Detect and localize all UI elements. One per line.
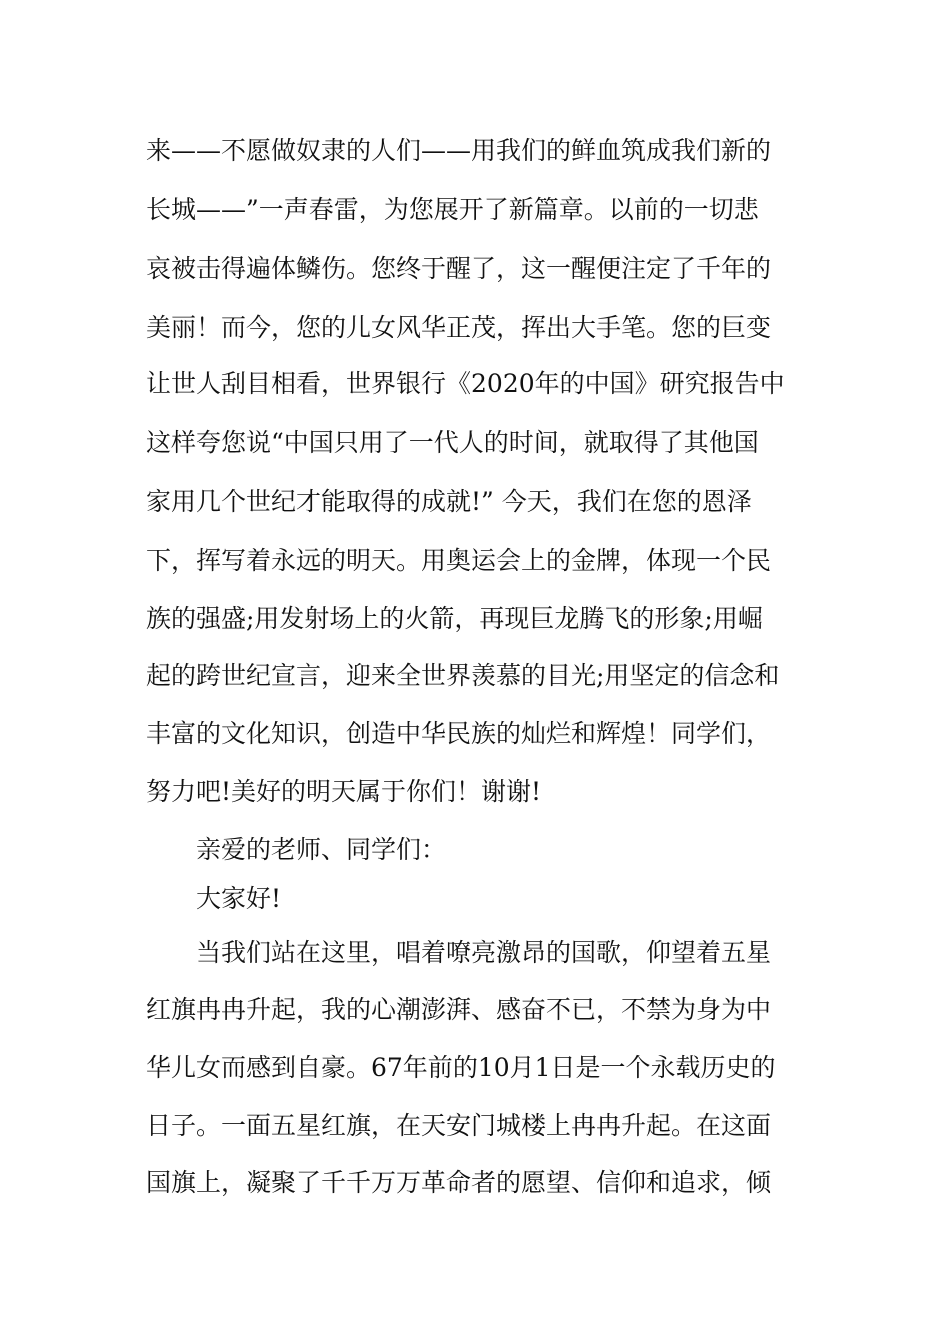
text-line: 下，挥写着永远的明天。用奥运会上的金牌，体现一个民 bbox=[146, 546, 772, 575]
text-line: 族的强盛;用发射场上的火箭，再现巨龙腾飞的形象;用崛 bbox=[146, 604, 763, 633]
text-line: 努力吧!美好的明天属于你们！谢谢! bbox=[146, 777, 542, 806]
text-line: 红旗冉冉升起，我的心潮澎湃、感奋不已，不禁为身为中 bbox=[146, 995, 772, 1024]
text-line: 家用几个世纪才能取得的成就!” 今天，我们在您的恩泽 bbox=[146, 487, 752, 516]
text-line: 这样夸您说“中国只用了一代人的时间，就取得了其他国 bbox=[146, 428, 759, 457]
text-line: 日子。一面五星红旗，在天安门城楼上冉冉升起。在这面 bbox=[146, 1111, 772, 1140]
text-line: 丰富的文化知识，创造中华民族的灿烂和辉煌！同学们， bbox=[146, 719, 772, 748]
text-line: 华儿女而感到自豪。67年前的10月1日是一个永载历史的 bbox=[146, 1053, 776, 1082]
text-line: 哀被击得遍体鳞伤。您终于醒了，这一醒便注定了千年的 bbox=[146, 254, 772, 283]
text-line: 来——不愿做奴隶的人们——用我们的鲜血筑成我们新的 bbox=[146, 136, 772, 165]
text-line: 当我们站在这里，唱着嘹亮激昂的国歌，仰望着五星 bbox=[196, 938, 772, 967]
text-line: 长城——”一声春雷，为您展开了新篇章。以前的一切悲 bbox=[146, 195, 759, 224]
greeting: 大家好! bbox=[196, 884, 282, 913]
text-line: 国旗上，凝聚了千千万万革命者的愿望、信仰和追求，倾 bbox=[146, 1168, 772, 1197]
salutation: 亲爱的老师、同学们： bbox=[196, 835, 447, 864]
text-line: 让世人刮目相看，世界银行《2020年的中国》研究报告中 bbox=[146, 369, 785, 398]
text-line: 起的跨世纪宣言，迎来全世界羡慕的目光;用坚定的信念和 bbox=[146, 661, 780, 690]
text-line: 美丽！而今，您的儿女风华正茂，挥出大手笔。您的巨变 bbox=[146, 313, 772, 342]
